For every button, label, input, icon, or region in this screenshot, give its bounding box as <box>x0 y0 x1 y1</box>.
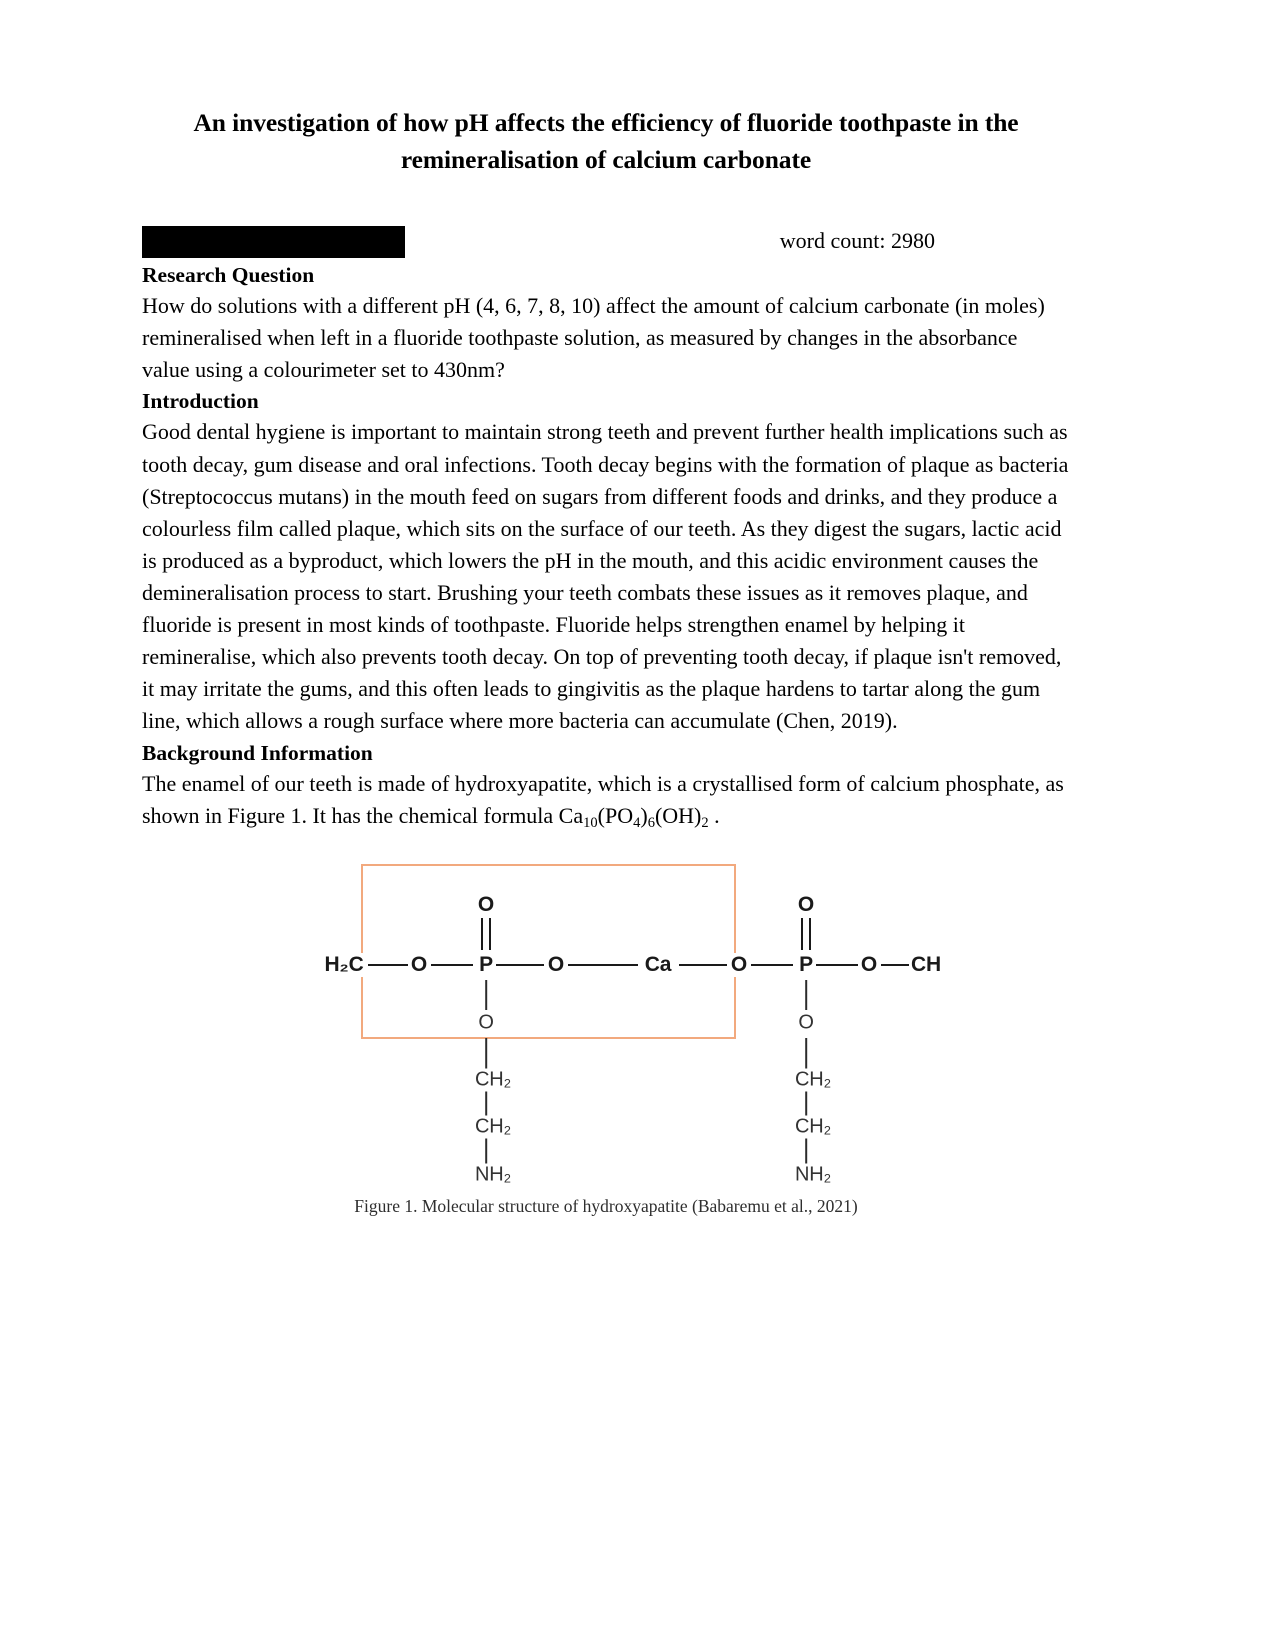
bond-o-right-to-ch <box>881 964 909 966</box>
bond-p-left-to-o-mid-left <box>496 964 544 966</box>
atom-o-double-left: O <box>477 892 495 916</box>
double-bond-right-b <box>809 918 811 950</box>
formula-trailer: . <box>708 802 720 828</box>
background-text-lead: The enamel of our teeth is made of hydroxyapatite, which is a crystallised form of calcium phosphate, as shown in Figure 1. It has the chemical formula Ca <box>142 770 1064 828</box>
bond-o-left-to-p-left <box>431 964 473 966</box>
formula-po4-subscript: 4 <box>633 814 641 831</box>
bond-p-right-to-o-down <box>805 980 807 1010</box>
page-content <box>142 0 1070 1250</box>
highlight-box <box>361 864 736 1039</box>
figure-1 <box>142 860 1070 1250</box>
atom-ch2-a-left: CH₂ <box>474 1068 512 1091</box>
atom-o-down-right: O <box>798 1011 814 1034</box>
atom-ch-terminal: CH <box>911 952 941 976</box>
document-meta-row <box>142 224 1070 260</box>
section-heading-background-information: Background Information <box>142 740 373 765</box>
redaction-block <box>142 226 405 258</box>
molecular-structure-diagram <box>296 860 941 1190</box>
atom-ch2-b-right: CH₂ <box>794 1115 832 1138</box>
bond-p-left-to-o-down <box>485 980 487 1010</box>
atom-nh2-left: NH₂ <box>474 1163 512 1186</box>
atom-o-mid-left: O <box>547 952 565 976</box>
section-body-background-information <box>142 768 1070 832</box>
bond-p-right-to-o-right <box>816 964 858 966</box>
bond-ch2b-to-nh2-right <box>805 1135 807 1167</box>
bond-h2c-to-o-left <box>368 964 408 966</box>
atom-p-left: P <box>479 952 493 976</box>
bond-o-mid-left-to-ca <box>568 964 638 966</box>
section-heading-introduction: Introduction <box>142 389 259 414</box>
double-bond-left-a <box>481 918 483 950</box>
atom-nh2-right: NH₂ <box>794 1163 832 1186</box>
atom-ch2-b-left: CH₂ <box>474 1115 512 1138</box>
formula-po4-close: ) <box>640 802 648 828</box>
section-body-introduction: Good dental hygiene is important to maintain strong teeth and prevent further health implications such as tooth decay, gum disease and oral infections. Tooth decay begins with the formation of plaque as bacteria (Streptococcus mutans) in the mouth feed on sugars from different foods and drinks, and they produce a colourless film called plaque, which sits on the surface of our teeth. As they digest the sugars, lactic acid is produced as a byproduct, which lowers the pH in the mouth, and this acidic environment causes the demineralisation process to start. Brushing your teeth combats these issues as it removes plaque, and fluoride is present in most kinds of toothpaste. Fluoride helps strengthen enamel by helping it remineralise, which also prevents tooth decay. On top of preventing tooth decay, if plaque isn't removed, it may irritate the gums, and this often leads to gingivitis as the plaque hardens to tartar along the gum line, which allows a rough surface where more bacteria can accumulate (Chen, 2019). <box>142 419 1069 734</box>
bond-o-mid-right-to-p-right <box>751 964 793 966</box>
formula-ca-subscript: 10 <box>583 814 598 831</box>
formula-oh-subscript: 2 <box>701 814 709 831</box>
double-bond-left-b <box>489 918 491 950</box>
atom-ca: Ca <box>644 952 672 976</box>
formula-po4-count: 6 <box>647 814 655 831</box>
formula-po4-open: (PO <box>597 802 634 828</box>
bond-ch2b-to-nh2-left <box>485 1135 487 1167</box>
formula-oh: (OH) <box>654 802 702 828</box>
double-bond-right-a <box>801 918 803 950</box>
atom-ch2-a-right: CH₂ <box>794 1068 832 1091</box>
figure-caption: Figure 1. Molecular structure of hydroxyapatite (Babaremu et al., 2021) <box>354 1195 858 1216</box>
atom-h2c: H₂C <box>324 952 364 976</box>
atom-o-down-left: O <box>478 1011 494 1034</box>
section-heading-research-question: Research Question <box>142 262 315 287</box>
page-title: An investigation of how pH affects the efficiency of fluoride toothpaste in the remineralisation of calcium carbonate <box>193 108 1019 174</box>
atom-o-left: O <box>410 952 428 976</box>
atom-o-right: O <box>860 952 878 976</box>
atom-p-right: P <box>799 952 813 976</box>
word-count-label: word count: 2980 <box>779 227 935 253</box>
section-body-research-question: How do solutions with a different pH (4, 6, 7, 8, 10) affect the amount of calcium carbonate (in moles) remineralised when left in a fluoride toothpaste solution, as measured by changes in the absorbance value using a colourimeter set to 430nm? <box>142 293 1045 383</box>
atom-o-double-right: O <box>797 892 815 916</box>
bond-ca-to-o-mid-right <box>679 964 727 966</box>
atom-o-mid-right: O <box>730 952 748 976</box>
